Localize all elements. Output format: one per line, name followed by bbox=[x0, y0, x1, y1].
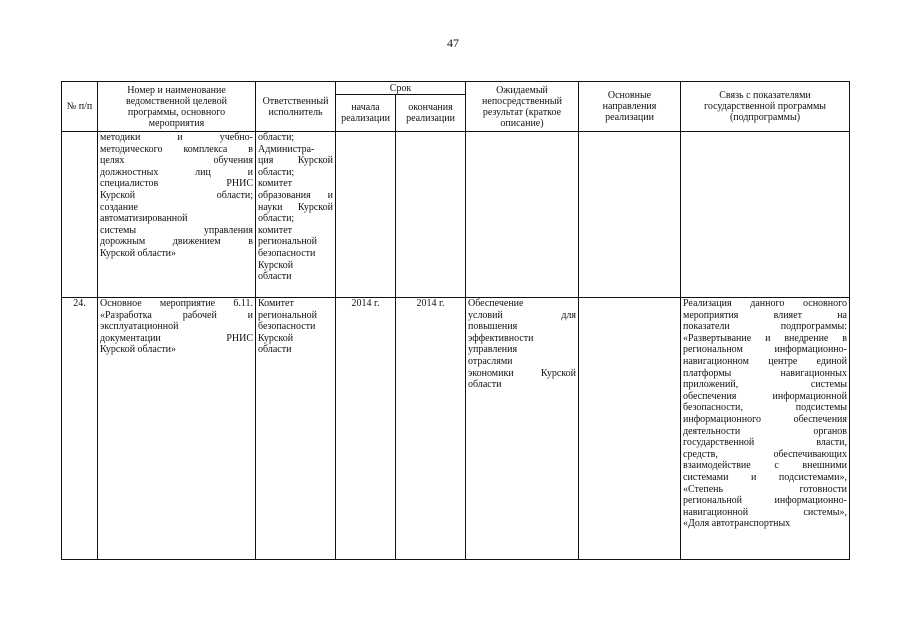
text-line: методического комплекса в bbox=[100, 143, 253, 155]
text-line: «Доля автотранспортных bbox=[683, 518, 791, 530]
cell-program-continued bbox=[98, 132, 256, 298]
cell-executor-24 bbox=[256, 298, 336, 560]
text-line: должностных лиц и bbox=[100, 166, 253, 178]
text-line: навигационной системы», bbox=[683, 506, 847, 518]
text-line: специалистов РНИС bbox=[100, 178, 253, 190]
text-line: создание bbox=[100, 201, 138, 213]
text-line: Обеспечение bbox=[468, 298, 524, 309]
text-line: Реализация данного основного bbox=[683, 298, 847, 309]
header-term-start: начала реализации bbox=[336, 95, 396, 132]
cell-end-continued bbox=[396, 132, 466, 298]
page-number: 47 bbox=[447, 36, 459, 50]
text-line: Курской области; bbox=[100, 189, 253, 201]
program-text-24 bbox=[100, 298, 253, 356]
text-line: комитет bbox=[258, 224, 293, 236]
executor-text-24 bbox=[258, 298, 333, 356]
header-link: Связь с показателями государственной программы (подпрограммы) bbox=[681, 82, 850, 132]
text-line: образования и bbox=[258, 189, 333, 201]
text-line: комитет bbox=[258, 178, 293, 190]
text-line: Администра- bbox=[258, 143, 315, 155]
text-line: региональной bbox=[258, 236, 318, 248]
header-executor: Ответственный исполнитель bbox=[256, 82, 336, 132]
table-row-continued bbox=[62, 132, 850, 298]
text-line: области bbox=[468, 379, 502, 391]
text-line: Курской bbox=[258, 259, 294, 271]
cell-executor-continued bbox=[256, 132, 336, 298]
text-line: отраслями bbox=[468, 355, 513, 367]
text-line: экономики Курской bbox=[468, 367, 576, 379]
text-line: «Степень готовности bbox=[683, 483, 847, 495]
text-line: Комитет bbox=[258, 298, 294, 309]
text-line: области; bbox=[258, 132, 295, 143]
table-row-24 bbox=[62, 298, 850, 560]
cell-start-continued bbox=[336, 132, 396, 298]
text-line: «Разработка рабочей и bbox=[100, 309, 253, 321]
text-line: Основное мероприятие 6.11. bbox=[100, 298, 253, 309]
text-line: безопасности bbox=[258, 321, 316, 333]
text-line: дорожным движением в bbox=[100, 236, 253, 248]
text-line: платформы навигационных bbox=[683, 367, 847, 379]
text-line: науки Курской bbox=[258, 201, 333, 213]
text-line: повышения bbox=[468, 321, 518, 333]
cell-end-24: 2014 г. bbox=[396, 298, 466, 560]
cell-result-24 bbox=[466, 298, 579, 560]
text-line: мероприятия влияет на bbox=[683, 309, 847, 321]
cell-directions-continued bbox=[579, 132, 681, 298]
text-line: области bbox=[258, 271, 292, 283]
text-line: методики и учебно- bbox=[100, 132, 253, 143]
text-line: государственной власти, bbox=[683, 437, 847, 449]
cell-start-24: 2014 г. bbox=[336, 298, 396, 560]
result-text-24 bbox=[468, 298, 576, 391]
text-line: показатели подпрограммы: bbox=[683, 321, 847, 333]
header-num: № п/п bbox=[62, 82, 98, 132]
text-line: ция Курской bbox=[258, 155, 333, 167]
text-line: системы управления bbox=[100, 224, 253, 236]
cell-link-24 bbox=[681, 298, 850, 560]
text-line: региональной информационно- bbox=[683, 495, 847, 507]
cell-link-continued bbox=[681, 132, 850, 298]
header-directions: Основные направления реализации bbox=[579, 82, 681, 132]
text-line: средств, обеспечивающих bbox=[683, 448, 847, 460]
text-line: эксплуатационной bbox=[100, 321, 179, 333]
text-line: обеспечения информационной bbox=[683, 390, 847, 402]
header-term-end: окончания реализации bbox=[396, 95, 466, 132]
text-line: области bbox=[258, 344, 292, 356]
cell-directions-24 bbox=[579, 298, 681, 560]
text-line: информационного обеспечения bbox=[683, 413, 847, 425]
text-line: Курской области» bbox=[100, 344, 176, 356]
text-line: «Развертывание и внедрение в bbox=[683, 332, 847, 344]
text-line: эффективности bbox=[468, 332, 534, 344]
cell-result-continued bbox=[466, 132, 579, 298]
header-program: Номер и наименование ведомственной целевой программы, основного мероприятия bbox=[98, 82, 256, 132]
text-line: документации РНИС bbox=[100, 332, 253, 344]
program-text-continued bbox=[100, 132, 253, 260]
text-line: региональной bbox=[258, 309, 318, 321]
text-line: целях обучения bbox=[100, 155, 253, 167]
program-table bbox=[61, 81, 850, 560]
text-line: безопасности, подсистемы bbox=[683, 402, 847, 414]
text-line: безопасности bbox=[258, 247, 316, 259]
text-line: области; bbox=[258, 213, 295, 225]
link-text-24 bbox=[683, 298, 847, 530]
text-line: деятельности органов bbox=[683, 425, 847, 437]
cell-num-24: 24. bbox=[62, 298, 98, 560]
cell-program-24 bbox=[98, 298, 256, 560]
text-line: системами и подсистемами», bbox=[683, 471, 847, 483]
text-line: условий для bbox=[468, 309, 576, 321]
header-term: Срок bbox=[336, 82, 466, 95]
text-line: приложений, системы bbox=[683, 379, 847, 391]
text-line: взаимодействие с внешними bbox=[683, 460, 847, 472]
header-result: Ожидаемый непосредственный результат (краткое описание) bbox=[466, 82, 579, 132]
text-line: Курской bbox=[258, 332, 294, 344]
text-line: навигационном центре единой bbox=[683, 355, 847, 367]
executor-text-continued bbox=[258, 132, 333, 283]
text-line: региональном информационно- bbox=[683, 344, 847, 356]
cell-num-continued bbox=[62, 132, 98, 298]
text-line: Курской области» bbox=[100, 247, 176, 259]
text-line: области; bbox=[258, 166, 295, 178]
text-line: управления bbox=[468, 344, 518, 356]
text-line: автоматизированной bbox=[100, 213, 188, 225]
